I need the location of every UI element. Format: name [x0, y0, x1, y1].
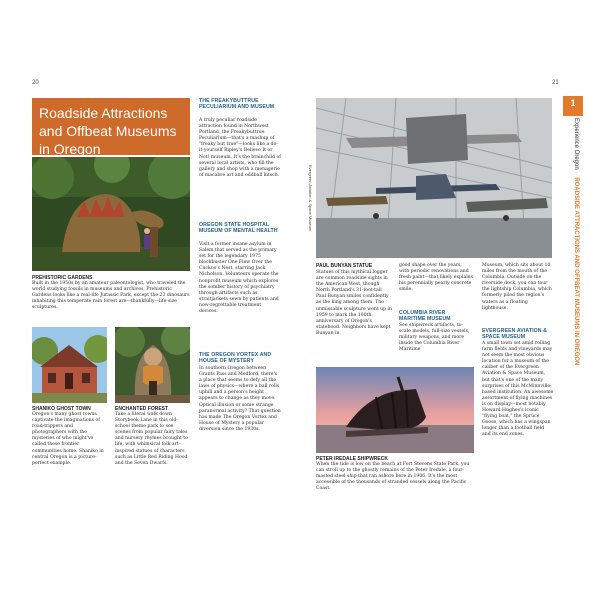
- sidebar-subsection: ROADSIDE ATTRACTIONS AND OFFBEAT MUSEUMS IN OREGON: [573, 177, 579, 366]
- prehistoric-gardens-text: Built in the 1950s by an amateur paleontologist, who traveled the world studying fossils in museums and archives, Prehistoric Gardens looks like a real-life Jurassic Park, except the 23 dinosaurs inhabiting this temperate rain forest are—thankfully—life-size sculptures.: [32, 281, 190, 311]
- peter-iredale-caption: PETER IREDALE SHIPWRECK: [316, 456, 388, 462]
- prehistoric-gardens-caption: PREHISTORIC GARDENS: [32, 275, 93, 281]
- state-hospital-text: Visit a former insane asylum in Salem that served as the primary set for the legendary 1975 blockbuster One Flew Over the Cuckoo's Nest, starring Jack Nicholson. Volunteers operate the nonprofit museum which explores the somber history of psychiatry through artifacts such as straitjackets sewn by patients and now-regrettable treatment devices.: [199, 242, 279, 315]
- enchanted-forest-caption: ENCHANTED FOREST: [115, 406, 169, 412]
- freakybuttrue-heading: THE FREAKYBUTTRUE PECULIARIUM AND MUSEUM: [199, 98, 275, 111]
- state-hospital-heading: OREGON STATE HOSPITAL MUSEUM OF MENTAL HEALTH: [199, 222, 278, 235]
- columbia-river-heading: COLUMBIA RIVER MARITIME MUSEUM: [399, 310, 451, 323]
- page-number-right: 21: [552, 80, 559, 86]
- freakybuttrue-text: A truly peculiar roadside attraction found in Northwest Portland, the Freakybuttrue Peculiarium—that's a mashup of "freaky but true"—looks like a do-it-yourself Ripley's Believe It or Not! museum. It's the brainchild of several local artists, who fill the gallery and shop with a menagerie of macabre art and oddball kitsch.: [199, 118, 281, 178]
- chapter-number: 1: [570, 98, 576, 108]
- columbia-river-text: See shipwreck artifacts, to-scale models, full-size vessels, military weapons, and more inside the Columbia River Maritime: [399, 323, 470, 353]
- shaniko-photo: [32, 327, 107, 403]
- enchanted-forest-photo: [115, 327, 190, 403]
- paul-bunyan-caption: PAUL BUNYAN STATUE: [316, 263, 373, 269]
- vortex-text: In southern Oregon between Grants Pass and Medford, there's a place that seems to defy all the laws of physics—where a ball rolls uphill and a person's height appears to change as they move. Optical illusion or some strange paranormal activity? That question has made The Oregon Vortex and House of Mystery a popular diversion since the 1930s.: [199, 366, 281, 432]
- photo-credit: Evergreen Aviation & Space Museum: [308, 165, 313, 232]
- page-number-left: 20: [32, 80, 39, 86]
- peter-iredale-photo: [316, 367, 474, 453]
- enchanted-forest-text: Take a literal walk down Storybook Lane in this old-school theme park to see scenes from popular fairy tales and nursery rhymes brought to life, with whimsical folk art–inspired statues of characters such as Little Red Riding Hood and the Seven Dwarfs.: [115, 412, 188, 466]
- paul-bunyan-text: Statues of this mythical logger are common roadside sights in the American West, though North Portland's 31-foot-tall Paul Bunyan smiles confidently as the king among them. The unmissable sculpture went up in 1959 to mark the 100th anniversary of Oregon's statehood. Neighbors have kept Bunyan in: [316, 270, 392, 336]
- shaniko-caption: SHANIKO GHOST TOWN: [32, 406, 91, 412]
- evergreen-aviation-photo: [316, 98, 552, 258]
- paul-bunyan-continued-text: good shape over the years, with periodic renovations and fresh paint—that likely explains his perennially pearly concrete smile.: [399, 263, 473, 293]
- sidebar-section: Experience Oregon: [573, 118, 579, 170]
- vortex-heading: THE OREGON VORTEX AND HOUSE OF MYSTERY: [199, 352, 272, 365]
- columbia-river-continued-text: Museum, which sits about 10 miles from the mouth of the Columbia. Outside on the riverside dock, you can tour the lightship Columbia, which formerly piled the region's waters as a floating lighthouse.: [482, 263, 552, 311]
- page-title: Roadside Attractions and Offbeat Museums in Oregon: [32, 98, 190, 155]
- evergreen-heading: EVERGREEN AVIATION & SPACE MUSEUM: [482, 328, 548, 341]
- shaniko-text: Oregon's many ghost towns captivate the imaginations of road-trippers and photographers with the mysteries of who might've called these frontier communities home. Shaniko in central Oregon is a picture-perfect example.: [32, 412, 104, 466]
- prehistoric-gardens-photo: [32, 157, 190, 271]
- peter-iredale-text: When the tide is low on the beach at Fort Stevens State Park, you can stroll up to the ghostly remains of the Peter Iredale, a four-masted steel ship that ran ashore here in 1906. It's the most accessible of the thousands of stranded vessels along the Pacific Coast.: [316, 462, 470, 492]
- evergreen-text: A small town set amid rolling farm fields and vineyards may not seem the most obvious location for a museum of the caliber of the Evergreen Aviation & Space Museum, but that's one of the many surprises of this McMinnville-based institution. An awesome assortment of flying machines is on display—most notably Howard Hughes's iconic "flying boat," the Spruce Goose, which has a wingspan longer than a football field and its end zones.: [482, 341, 554, 438]
- sidebar-running-head: [563, 118, 583, 378]
